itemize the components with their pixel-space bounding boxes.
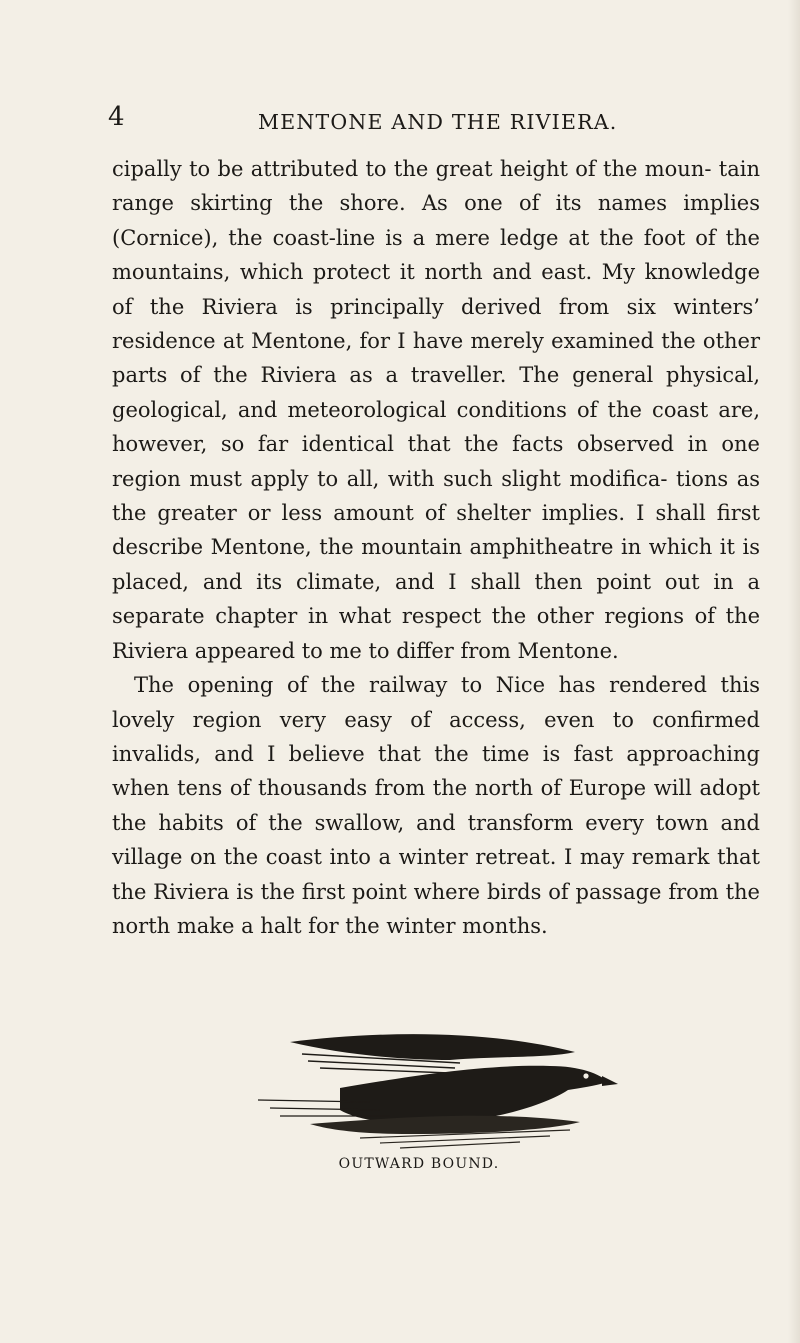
paragraph-railway: The opening of the railway to Nice has rendered this lovely region very easy of access, even to confirmed invalids, and I believe that the time is fast approaching when tens of thousands from the north of Europe will adopt the habits of the swallow, and transform every town and village on the coast into a winter retreat. I may remark that the Riviera is the first point where birds of passage from the north make a halt for the winter months.	[112, 673, 760, 938]
swallow-engraving-icon	[250, 1030, 620, 1150]
page-edge-shadow	[788, 0, 800, 1343]
body-text	[112, 152, 760, 943]
running-head: MENTONE AND THE RIVIERA.	[258, 110, 618, 134]
figure-caption: OUTWARD BOUND.	[338, 1156, 500, 1172]
paragraph-continued: cipally to be attributed to the great height of the moun- tain range skirting the shore. As one of its names implies (Cornice), the coast-line is a mere ledge at the foot of the mountains, which protect it north and east. My knowledge of the Riviera is principally derived from six winters’ residence at Mentone, for I have merely examined the other parts of the Riviera as a traveller. The general physical, geological, and meteorological conditions of the coast are, however, so far identical that the facts observed in one region must apply to all, with such slight modifica- tions as the greater or less amount of shelter implies. I shall first describe Mentone, the mountain amphitheatre in which it is placed, and its climate, and I shall then point out in a separate chapter in what respect the other regions of the Riviera appeared to me to differ from Mentone.	[112, 157, 760, 663]
page-number: 4	[108, 102, 125, 132]
